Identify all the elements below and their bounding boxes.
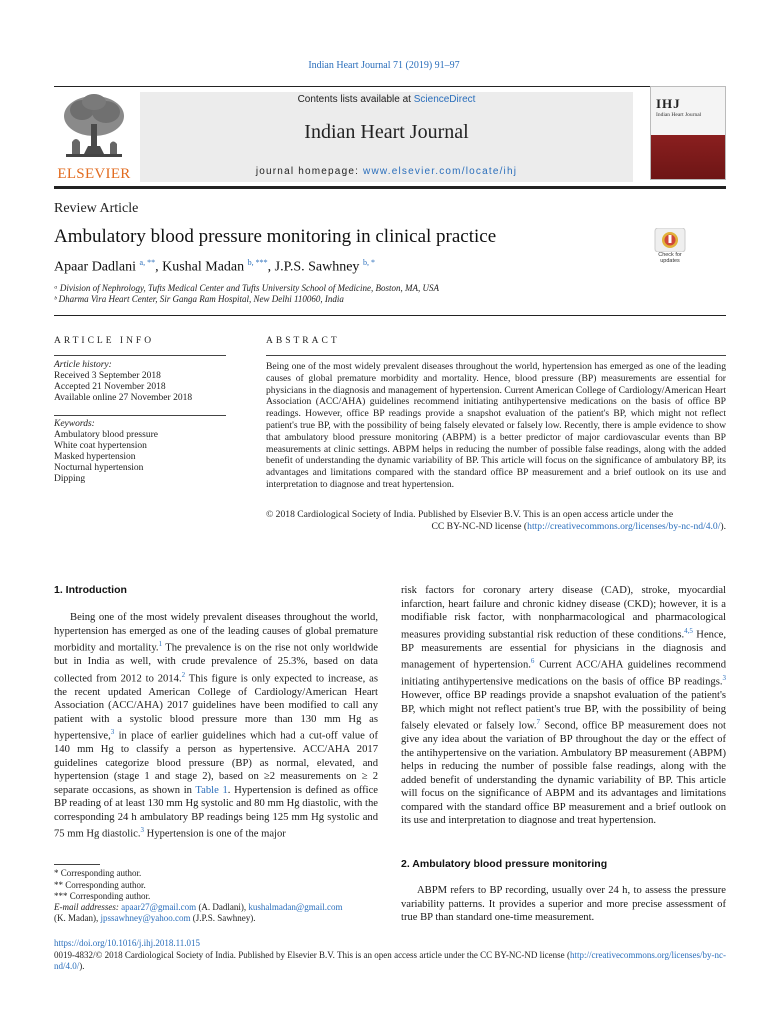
reference-link[interactable]: 6 [530,657,535,666]
author-list: Apaar Dadlani $^{a, **}$, Kushal Madan $^{b, ***}$, J.P.S. Sawhney $^{b, *}$ [54,258,375,275]
keyword: White coat hypertension [54,441,147,451]
abstract-copyright: © 2018 Cardiological Society of India. Published by Elsevier B.V. This is an open access article under the [266,509,674,520]
author-name[interactable]: J.P.S. Sawhney [274,259,360,275]
reference-link[interactable]: 7 [536,718,541,727]
email-owner: (J.P.S. Sawhney). [190,913,256,923]
contents-available [140,94,633,105]
abstract-text: Being one of the most widely prevalent diseases throughout the world, hypertension has emerged as one of the leading causes of global premature morbidity and mortality. Hence, blood pressure (BP) measurements are essential for physicians in the diagnosis and management of hypertension. Current American College of Cardiology/American Heart Association (ACC/AHA) guidelines recommend initiating antihypertensive medications on the basis of office BP readings. However, office BP readings provide a snapshot evaluation of the patient's BP, which might not reflect patient's true BP, with the possibility of being falsely elevated or falsely low. Recently, there is ample evidence to show that ambulatory blood pressure monitoring (ABPM) is a better predictor of major cardiovascular events than BP measurements at clinic settings. ABPM helps in reducing the number of possible false readings, along with the added benefit of understanding the dynamic variability of BP. This article will focus on the significance of ambulatory BP, its advantages and limitations compared with the standard office BP measurement and a brief outlook on its use and interpretation to diagnose and treat hypertension. [266,361,726,490]
reference-link[interactable]: 4,5 [684,626,693,635]
sciencedirect-link[interactable]: ScienceDirect [413,94,476,105]
check-for-updates-label: Check for updates [658,252,682,264]
body-text: This figure is only expected to increase, as the recent updated American College of Cardiology/American Heart Association (ACC/AHA) 2017 guidelines have been modified to call any patient with a systolic blood pressure more than 130 mm Hg as hypertensive, [54,673,378,742]
article-history [54,360,226,404]
keyword: Masked hypertension [54,452,136,462]
abstract-rule [266,355,726,356]
history-label: Article history: [54,360,112,370]
email-link[interactable]: apaar27@gmail.com [121,902,197,912]
history-received: Received 3 September 2018 [54,371,161,381]
author-name[interactable]: Kushal Madan [162,259,245,275]
history-online: Available online 27 November 2018 [54,393,193,403]
author-affiliation-marker[interactable]: b, * [362,258,375,267]
body-text: Current ACC/AHA guidelines recommend initiating antihypertensive medications on the basis of office BP readings. [401,659,726,688]
article-type: Review Article [54,201,139,216]
body-text: However, office BP readings provide a snapshot evaluation of the patient's BP, which might not reflect patient's true BP, with the possibility of being falsely elevated or falsely low. [401,690,726,732]
history-accepted: Accepted 21 November 2018 [54,382,166,392]
issn-license-link[interactable]: http://creativecommons.org/licenses/by-nc-nd/4.0/ [54,950,726,971]
header-rule-top [54,86,726,87]
issn-text: 0019-4832/© 2018 Cardiological Society of India. Published by Elsevier B.V. This is an open access article under the CC BY-NC-ND license ( [54,950,570,960]
footnote-rule [54,864,100,865]
header-rule-bottom [54,186,726,189]
keywords [54,419,226,485]
email-link[interactable]: jpssawhney@yahoo.com [100,913,191,923]
section-2-text: ABPM refers to BP recording, usually over 24 h, to assess the pressure variability patterns. It provides a superior and more precise assessment of true BP than standard one-time measurement. [401,885,726,923]
reference-link[interactable]: 3 [722,674,726,683]
section-heading-abpm: 2. Ambulatory blood pressure monitoring [401,858,608,870]
abstract-heading: ABSTRACT [266,336,340,346]
cover-abbreviation: IHJ [656,96,681,111]
body-text: risk factors for coronary artery disease (CAD), stroke, myocardial infarction, heart failure and chronic kidney disease (CKD); however, it is a modifiable risk factor, with nonpharmacological and pharmacological measures providing substantial risk reduction of these conditions. [401,585,726,641]
body-text: in place of earlier guidelines which had a cut-off value of 140 mm Hg to classify a person as hypertensive. ACC/AHA 2017 guidelines categorize blood pressure (BP) as normal, elevated, and hypertension (stage 1 and stage 2), based on ≥2 measurements on ≥ 2 separate occasions, as shown in [54,730,378,796]
email-link[interactable]: kushalmadan@gmail.com [248,902,343,912]
homepage-prefix: journal homepage: [255,166,364,177]
article-info-rule [54,355,226,356]
body-text: Hence, BP measurements are essential for physicians in the diagnosis and management of hypertension. [401,629,726,671]
footnote: * Corresponding author. [54,868,142,878]
elsevier-wordmark: ELSEVIER [57,166,131,182]
contents-prefix: Contents lists available at [297,94,414,105]
issn-suffix: ). [79,961,85,971]
cover-subtitle: Indian Heart Journal [656,112,702,118]
license-link[interactable]: http://creativecommons.org/licenses/by-nc-nd/4.0/ [527,521,721,532]
license-suffix: ). [720,521,726,532]
body-text: . Hypertension is defined as office BP reading of at least 130 mm Hg systolic and 80 mm Hg diastolic, with the corresponding 24 h ambulatory BP readings being 125 mm Hg systolic and 75 mm Hg diastolic. [54,784,378,840]
footnote-emails [54,902,380,913]
author-affiliation-marker[interactable]: b, *** [247,258,268,267]
section-heading-introduction: 1. Introduction [54,584,127,596]
footnote: *** Corresponding author. [54,891,151,901]
article-title: Ambulatory blood pressure monitoring in clinical practice [54,226,497,247]
body-text: Being one of the most widely prevalent diseases throughout the world, hypertension has emerged as one of the leading causes of global premature morbidity and mortality. [54,612,378,654]
check-updates-icon [652,228,688,252]
keywords-rule [54,415,226,416]
affiliation-b: ᵇ Dharma Vira Heart Center, Sir Ganga Ram Hospital, New Delhi 110060, India [54,294,344,304]
body-column-right [401,584,726,828]
keyword: Ambulatory blood pressure [54,430,158,440]
email-owner: (A. Dadlani), [196,902,249,912]
journal-title: Indian Heart Journal [304,121,469,143]
journal-citation[interactable]: Indian Heart Journal 71 (2019) 91–97 [308,60,460,71]
affiliation-a: ᵃ Division of Nephrology, Tufts Medical Center and Tufts University School of Medicine, Boston, MA, USA [54,283,439,293]
section-rule [54,315,726,316]
email-owner: (K. Madan), [54,913,101,923]
body-text: The prevalence is on the rise not only worldwide but in India as well, with crude prevalence of 25.3%, based on data collected from 2012 to 2014. [54,642,378,685]
article-info-heading: ARTICLE INFO [54,336,155,346]
keywords-label: Keywords: [54,419,95,429]
abstract-license [266,521,726,533]
keyword: Dipping [54,474,86,484]
table-1-link[interactable]: Table 1 [195,784,228,796]
author-name[interactable]: Apaar Dadlani [54,259,137,275]
reference-link[interactable]: 3 [110,728,115,737]
homepage-link[interactable]: www.elsevier.com/locate/ihj [363,166,518,177]
journal-homepage [140,166,633,177]
footnote: ** Corresponding author. [54,880,146,890]
body-text: Hypertension is one of the major [144,828,286,840]
email-label: E-mail addresses: [54,902,122,912]
reference-link[interactable]: 3 [140,826,145,835]
keyword: Nocturnal hypertension [54,463,144,473]
reference-link[interactable]: 1 [158,640,163,648]
body-text: Second, office BP measurement does not give any idea about the variation of BP throughout the day or the effect of the antihypertensive on the variation. Ambulatory BP measurement (ABPM) helps in reducing the number of possible false readings, along with the added benefit of understanding the dynamic variability of BP. This article will focus on the significance of ABPM and its advantages and limitations compared with the standard office BP measurement and a brief outlook on its use and interpretation to diagnose and treat hypertension. [401,720,726,827]
author-affiliation-marker[interactable]: a, ** [139,258,156,267]
license-prefix: CC BY-NC-ND license ( [431,521,528,532]
reference-link[interactable]: 2 [181,670,186,679]
footnote-emails-cont [54,913,380,924]
doi-link[interactable]: https://doi.org/10.1016/j.ihj.2018.11.015 [54,938,201,948]
body-column-left [54,611,378,841]
issn-license [54,950,726,972]
